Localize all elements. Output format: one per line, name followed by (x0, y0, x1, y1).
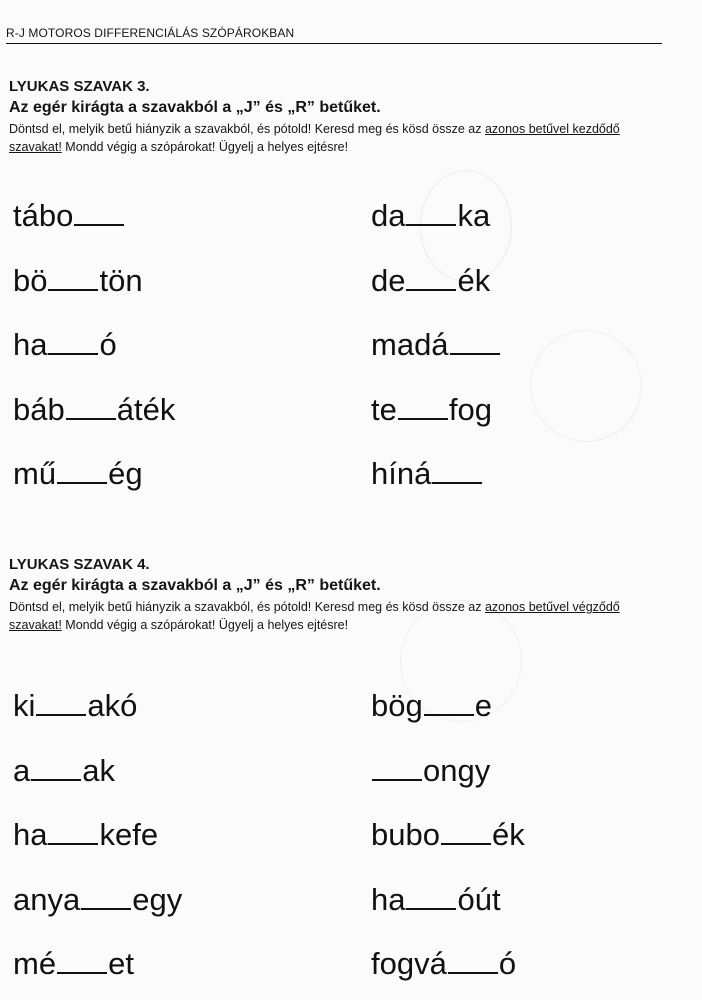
instruction-text-end: Mondd végig a szópárokat! Ügyelj a helyes ejtésre! (61, 618, 349, 632)
instruction-text: Döntsd el, melyik betű hiányzik a szavakból, és pótold! Keresd meg és kösd össze az (9, 122, 485, 136)
fill-in-word (13, 688, 137, 724)
missing-letter-blank[interactable] (441, 818, 491, 845)
section-title: LYUKAS SZAVAK 3. (9, 78, 150, 95)
missing-letter-blank[interactable] (448, 947, 498, 974)
word-end: fog (448, 391, 492, 427)
missing-letter-blank[interactable] (48, 818, 98, 845)
fill-in-word (13, 817, 158, 853)
word-end: ó (99, 327, 117, 362)
section-instruction (9, 598, 674, 634)
word-start: madá (371, 327, 449, 362)
missing-letter-blank[interactable] (48, 264, 98, 291)
word-end: e (474, 688, 492, 723)
fill-in-word (371, 753, 490, 789)
word-start: bö (13, 262, 48, 298)
section-subtitle: Az egér kirágta a szavakból a „J” és „R” betűket. (9, 99, 381, 116)
missing-letter-blank[interactable] (432, 457, 482, 484)
missing-letter-blank[interactable] (406, 264, 456, 291)
word-start: fogvá (371, 946, 447, 981)
fill-in-word (13, 882, 182, 918)
missing-letter-blank[interactable] (424, 689, 474, 716)
section-subtitle: Az egér kirágta a szavakból a „J” és „R” betűket. (9, 577, 381, 594)
instruction-underlined: azonos betűvel kezdődő szavakat! (9, 122, 620, 154)
fill-in-word (371, 198, 490, 234)
section-instruction (9, 120, 674, 156)
word-end: kefe (99, 817, 159, 852)
missing-letter-blank[interactable] (74, 199, 124, 226)
word-start: de (371, 262, 406, 298)
word-start: ki (13, 688, 36, 723)
fill-in-word (371, 263, 490, 299)
word-end: ó (498, 946, 517, 981)
word-end: egy (132, 881, 183, 917)
word-end: ka (457, 198, 491, 233)
fill-in-word (13, 946, 134, 982)
missing-letter-blank[interactable] (48, 328, 98, 355)
word-start: anya (13, 881, 81, 917)
section-4-heading (9, 556, 689, 634)
fill-in-word (371, 688, 492, 724)
word-end: ak (82, 752, 115, 788)
word-end: ongy (423, 752, 491, 788)
fill-in-word (371, 817, 525, 853)
fill-in-word (13, 327, 117, 363)
fill-in-word (13, 263, 143, 299)
word-start: báb (13, 391, 65, 427)
page-header-title: R-J MOTOROS DIFFERENCIÁLÁS SZÓPÁROKBAN (6, 26, 295, 40)
word-end: áték (116, 391, 176, 427)
page-header (6, 26, 662, 44)
fill-in-word (13, 753, 115, 789)
word-start: mé (13, 946, 57, 981)
word-start: a (13, 752, 31, 788)
word-start: bubo (371, 817, 440, 852)
fill-in-word (13, 392, 175, 428)
word-start: mű (13, 456, 57, 491)
word-end: et (108, 946, 134, 981)
word-end: ék (491, 817, 525, 852)
missing-letter-blank[interactable] (66, 393, 116, 420)
missing-letter-blank[interactable] (372, 754, 422, 781)
word-start: da (371, 198, 406, 233)
word-start: ha (371, 881, 406, 917)
missing-letter-blank[interactable] (406, 199, 456, 226)
instruction-text: Döntsd el, melyik betű hiányzik a szavakból, és pótold! Keresd meg és kösd össze az (9, 600, 485, 614)
fill-in-word (371, 946, 516, 982)
word-start: tábo (13, 198, 74, 233)
missing-letter-blank[interactable] (57, 457, 107, 484)
missing-letter-blank[interactable] (406, 883, 456, 910)
fill-in-word (371, 882, 501, 918)
fill-in-word (371, 456, 483, 492)
missing-letter-blank[interactable] (450, 328, 500, 355)
section-title: LYUKAS SZAVAK 4. (9, 556, 150, 573)
word-start: bög (371, 688, 423, 723)
missing-letter-blank[interactable] (36, 689, 86, 716)
fill-in-word (13, 198, 125, 234)
instruction-text-end: Mondd végig a szópárokat! Ügyelj a helyes ejtésre! (61, 140, 349, 154)
word-end: ég (108, 456, 143, 491)
word-start: ha (13, 327, 48, 362)
section-3-heading (9, 78, 689, 156)
fill-in-word (371, 392, 492, 428)
word-end: akó (87, 688, 138, 723)
word-start: te (371, 391, 397, 427)
fill-in-word (371, 327, 501, 363)
missing-letter-blank[interactable] (398, 393, 448, 420)
fill-in-word (13, 456, 143, 492)
missing-letter-blank[interactable] (31, 754, 81, 781)
word-start: híná (371, 456, 432, 491)
word-end: tön (99, 262, 143, 298)
instruction-underlined: azonos betűvel végződő szavakat! (9, 600, 620, 632)
word-start: ha (13, 817, 48, 852)
word-end: ék (457, 262, 491, 298)
word-end: óút (457, 881, 501, 917)
missing-letter-blank[interactable] (81, 883, 131, 910)
missing-letter-blank[interactable] (57, 947, 107, 974)
